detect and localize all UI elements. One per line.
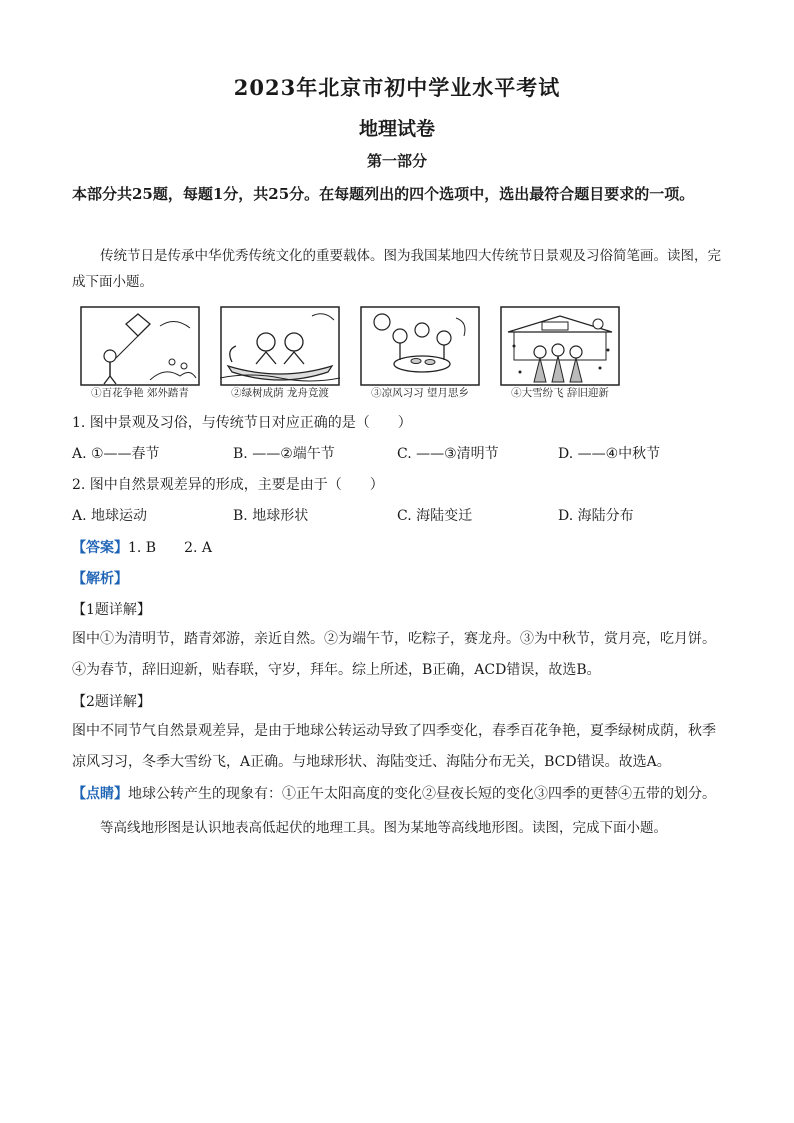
figure-panel-4	[500, 306, 620, 400]
question-1-options	[72, 443, 732, 463]
detail-2-label: 【2题详解】	[72, 694, 151, 710]
detail-2-text: 图中不同节气自然景观差异，是由于地球公转运动导致了四季变化，春季百花争艳，夏季绿树成荫，秋季凉风习习，冬季大雪纷飞，A正确。与地球形状、海陆变迁、海陆分布无关，BCD错误。故选A。	[72, 723, 716, 770]
kite-spring-icon	[80, 306, 200, 386]
tip-text: 地球公转产生的现象有：①正午太阳高度的变化②昼夜长短的变化③四季的更替④五带的划分。	[128, 786, 716, 802]
tip-paragraph	[72, 779, 722, 810]
festival-figures	[80, 306, 620, 400]
figure-caption-1: ①百花争艳 郊外踏青	[91, 387, 189, 399]
question-intro-festivals: 传统节日是传承中华优秀传统文化的重要载体。图为我国某地四大传统节日景观及习俗简笔画。读图，完成下面小题。	[72, 248, 721, 290]
answer-line	[72, 537, 212, 557]
mooncake-table-icon	[360, 306, 480, 386]
section-instructions: 本部分共25题，每题1分，共25分。在每题列出的四个选项中，选出最符合题目要求的一项。	[72, 185, 695, 203]
analysis-line	[72, 568, 128, 588]
page-title: 2023年北京市初中学业水平考试	[233, 75, 561, 100]
detail-1-text: 图中①为清明节，踏青郊游，亲近自然。②为端午节，吃粽子，赛龙舟。③为中秋节，赏月亮，吃月饼。④为春节，辞旧迎新，贴春联，守岁，拜年。综上所述，B正确，ACD错误，故选B。	[72, 631, 716, 678]
figure-caption-2: ②绿树成荫 龙舟竞渡	[231, 387, 329, 399]
answer-label: 【答案】	[72, 540, 128, 556]
detail-2-heading	[72, 691, 151, 711]
question-1-option-b[interactable]: B. ——②端午节	[233, 446, 335, 462]
question-2-option-c[interactable]: C. 海陆变迁	[397, 508, 473, 524]
question-2-option-d[interactable]: D. 海陆分布	[558, 508, 634, 524]
analysis-label: 【解析】	[72, 571, 128, 587]
page-subtitle: 地理试卷	[358, 118, 435, 140]
question-2-options	[72, 505, 732, 525]
dragon-boat-icon	[220, 306, 340, 386]
question-2-stem: 2. 图中自然景观差异的形成，主要是由于（ ）	[72, 477, 384, 493]
figure-caption-3: ③凉风习习 望月思乡	[371, 387, 469, 399]
figure-caption-4: ④大雪纷飞 辞旧迎新	[511, 387, 609, 399]
snow-new-year-icon	[500, 306, 620, 386]
question-1-option-c[interactable]: C. ——③清明节	[397, 446, 499, 462]
question-1-stem: 1. 图中景观及习俗，与传统节日对应正确的是（ ）	[72, 415, 412, 431]
question-2-option-b[interactable]: B. 地球形状	[233, 508, 309, 524]
tip-label: 【点睛】	[72, 786, 128, 802]
question-intro-contour: 等高线地形图是认识地表高低起伏的地理工具。图为某地等高线地形图。读图，完成下面小题。	[100, 820, 667, 836]
part-heading: 第一部分	[366, 152, 427, 170]
answer-text: 1. B 2. A	[128, 540, 213, 556]
question-2-option-a[interactable]: A. 地球运动	[72, 508, 148, 524]
detail-1-label: 【1题详解】	[72, 602, 151, 618]
figure-panel-2	[220, 306, 340, 400]
detail-1-heading	[72, 599, 151, 619]
question-1-option-a[interactable]: A. ①——春节	[72, 446, 160, 462]
figure-panel-3	[360, 306, 480, 400]
question-1-option-d[interactable]: D. ——④中秋节	[558, 446, 661, 462]
figure-panel-1	[80, 306, 200, 400]
